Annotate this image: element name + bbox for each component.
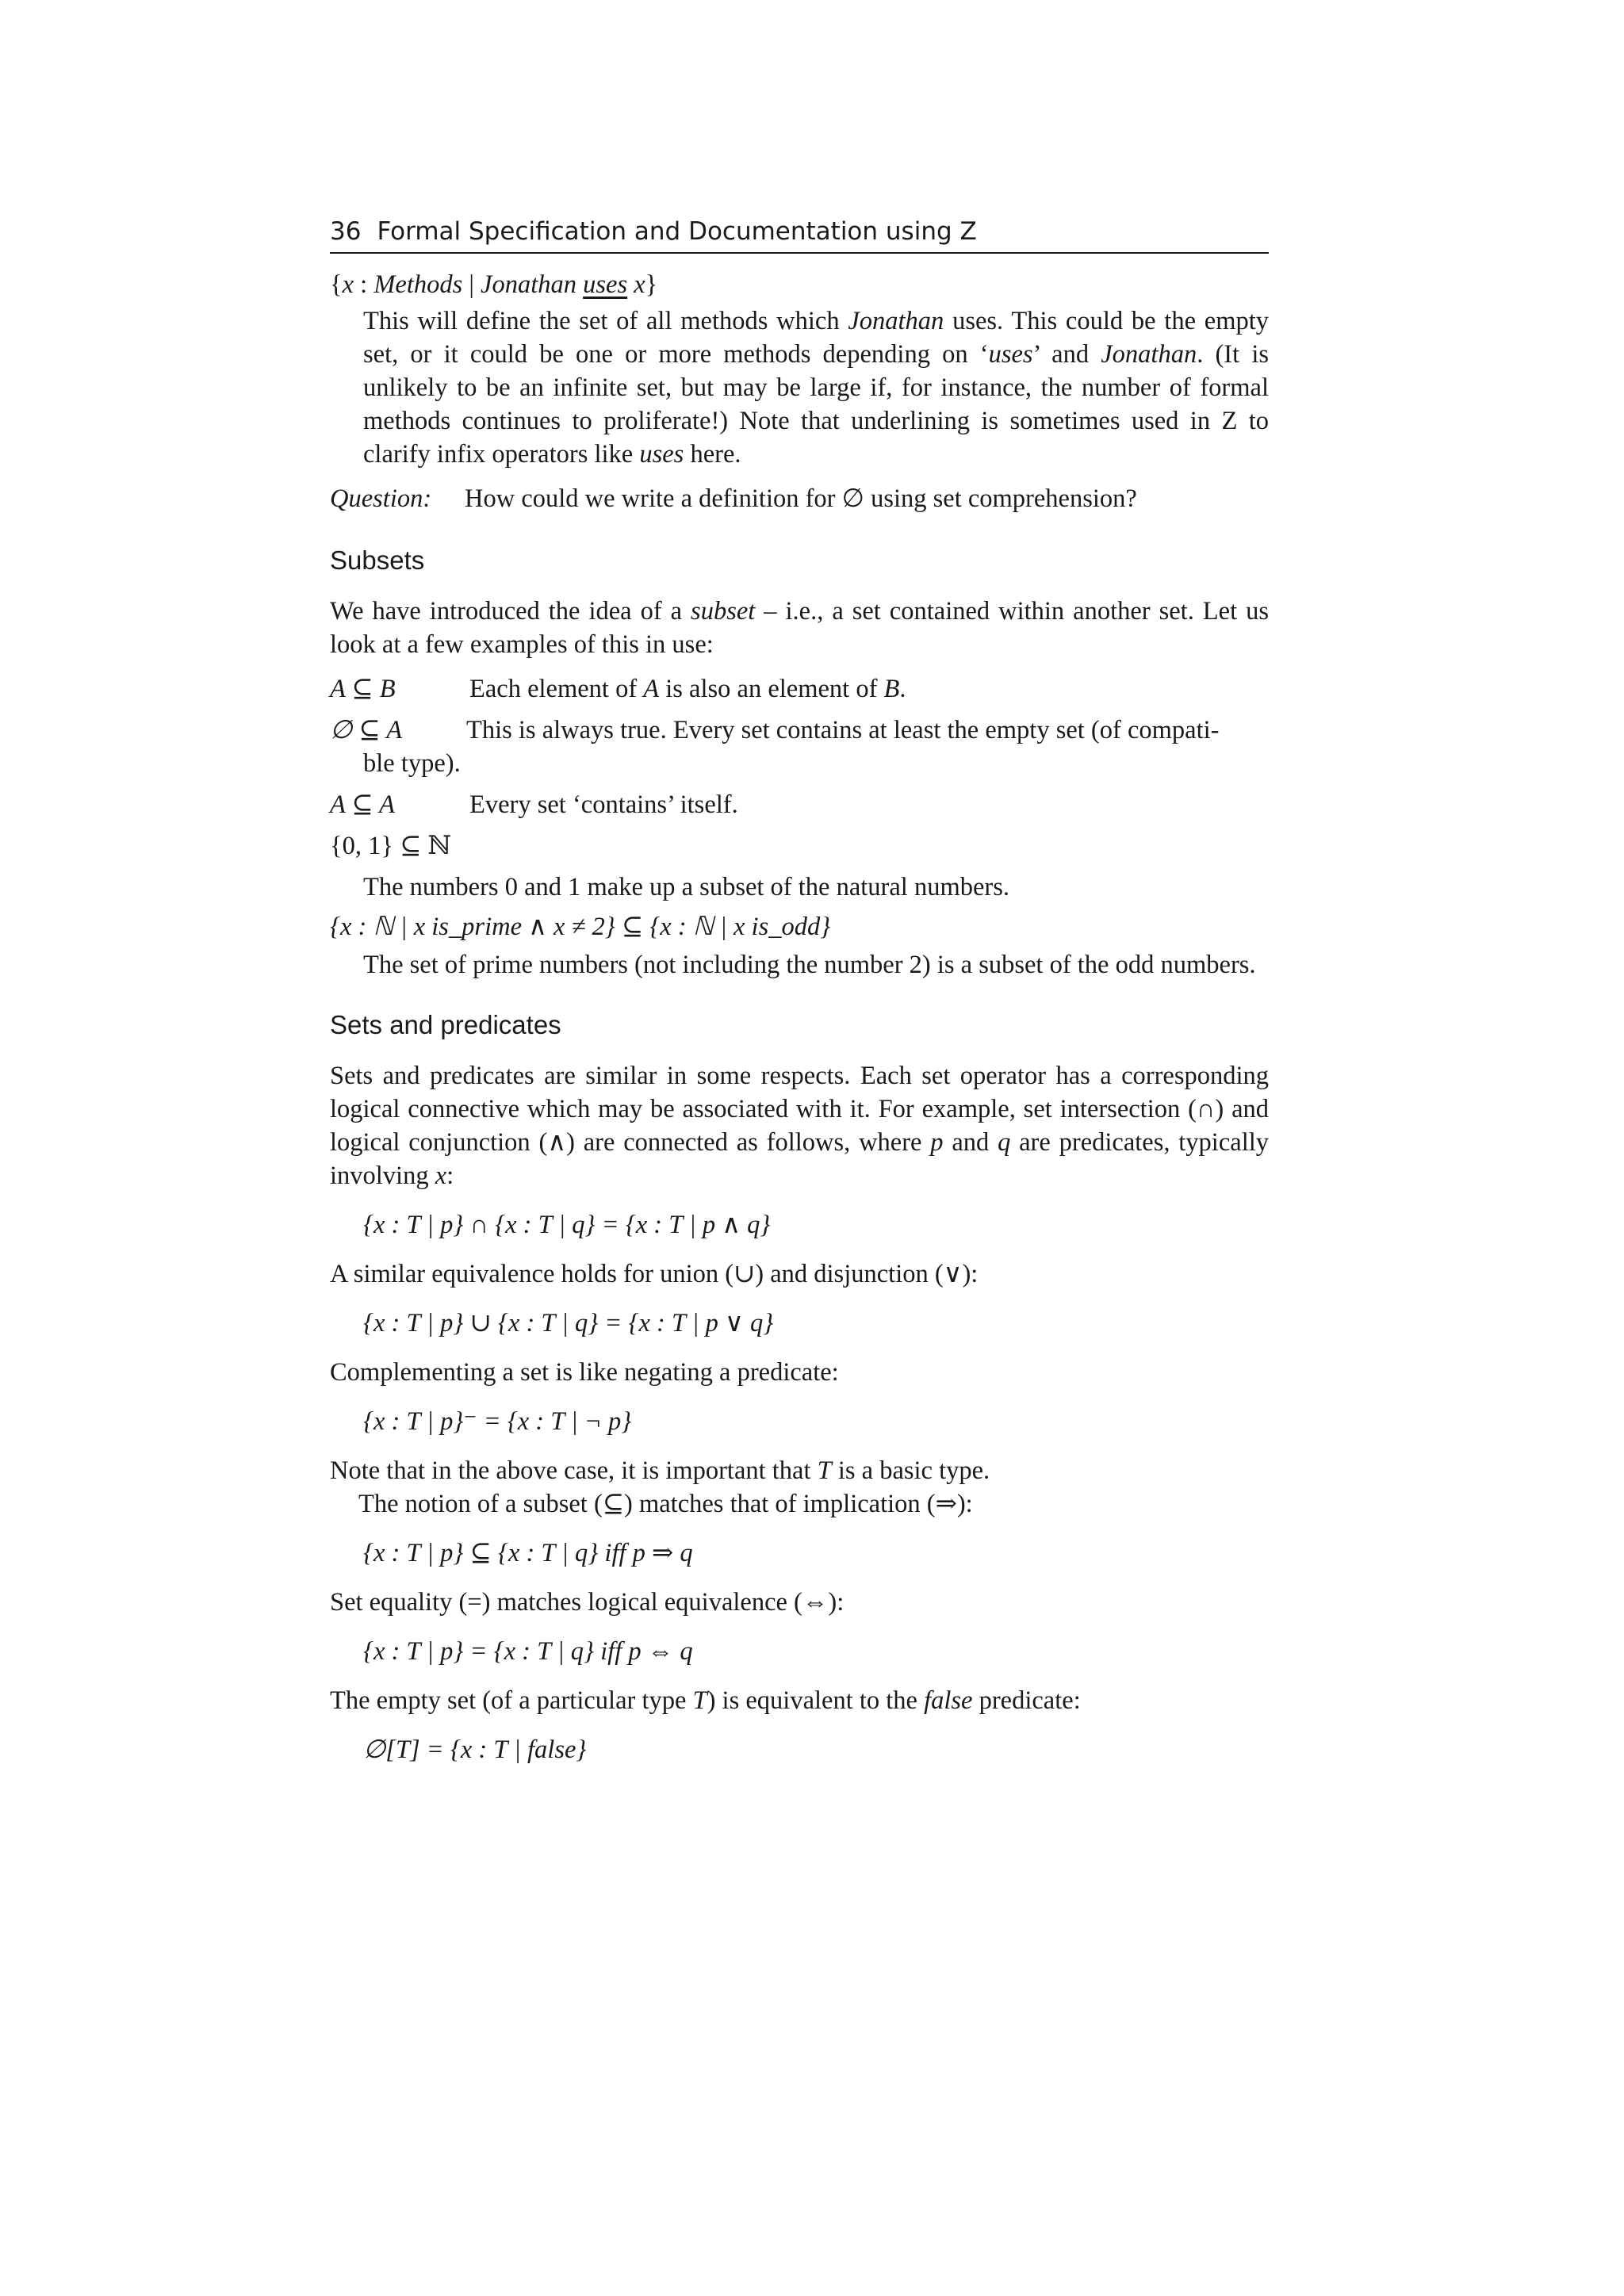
text-run: are predicates, typically involving [330,1128,1269,1190]
page-body [330,268,1269,1766]
text-run: Note that in the above case, it is important that [330,1456,818,1485]
name-jonathan: Jonathan [481,270,576,299]
text-run: A [643,675,660,703]
bar: | [462,270,481,299]
running-head [330,212,1269,254]
subset-expr: {0, 1} ⊆ ℕ [330,832,452,860]
infix-uses: uses [583,270,628,299]
brace-open: { [330,270,343,299]
text-run: q [998,1128,1011,1157]
section-heading-subsets: Subsets [330,545,425,575]
subset-expr: ∅ ⊆ A [330,716,403,744]
subset-expr: {x : ℕ | x is_prime ∧ x ≠ 2} ⊆ {x : ℕ | x is_odd} [330,913,831,941]
subset-desc: Every set ‘contains’ itself. [469,790,738,819]
sets-predicates-para7 [330,1684,1269,1717]
text-run: Each element of [469,675,644,703]
text-run: – i.e., a set contained within another set. Let us look at a few examples of this in use: [330,597,1269,659]
text-run: uses. This could be the empty set, or it could be one or more methods depending on ‘ [363,307,1269,369]
text-run: ) is equivalent to the [707,1686,925,1715]
text-run: false [924,1686,973,1715]
equation-intersection: {x : T | p} ∩ {x : T | q} = {x : T | p ∧ q} [363,1211,771,1239]
question-label: Question: [330,484,432,513]
var-x: x [342,270,354,299]
text-run: here. [684,440,741,469]
text-run: B [883,675,900,703]
equation-subset-implication: {x : T | p} ⊆ {x : T | q} iff p ⇒ q [363,1539,693,1567]
text-run: is also an element of [659,675,884,703]
text-run: This will define the set of all methods which [363,307,848,335]
subset-expr: A ⊆ B [330,675,396,703]
text-column [330,212,1269,1766]
subsets-intro [330,595,1269,661]
subset-desc-continued: ble type). [363,749,461,778]
text-run: Jonathan [848,307,944,335]
text-run: Sets and predicates are similar in some respects. Each set operator has a corresponding logical connective which may be associated with it. For example, set intersection (∩) and logical conjunction (∧) are connected as follows, where [330,1062,1269,1157]
text-run: . [899,675,906,703]
text-run: is a basic type. [831,1456,990,1485]
text-run: subset [691,597,756,626]
subset-desc [469,672,906,706]
text-run: . (It is unlikely to be an infinite set, but may be large if, for instance, the number of formal methods continues to proliferate!) Note that underlining is sometimes used in Z to clarify infix operators like [363,340,1269,469]
text-run: uses [639,440,684,469]
subset-desc: The numbers 0 and 1 make up a subset of the natural numbers. [363,873,1009,901]
subset-example-self [330,788,1269,821]
text-run: uses [988,340,1033,369]
text-run: We have introduced the idea of a [330,597,691,626]
subset-example-naturals [330,829,1269,904]
sets-predicates-para4 [330,1454,1269,1487]
book-title: Formal Specification and Documentation using Z [377,217,977,246]
subset-example-a-b [330,672,1269,706]
sets-predicates-para1 [330,1059,1269,1192]
sets-predicates-para6: Set equality (=) matches logical equivalence (⇔): [330,1588,845,1617]
question [330,482,1269,515]
text-run: T [817,1456,832,1485]
brace-close: } [645,270,658,299]
subset-example-primes [330,910,1269,982]
text-run: p [930,1128,944,1157]
methods-explanation [363,304,1269,471]
question-text: How could we write a definition for ∅ using set comprehension? [465,484,1137,513]
sets-predicates-para5: The notion of a subset (⊆) matches that of implication (⇒): [358,1490,973,1518]
subset-desc: This is always true. Every set contains at least the empty set (of compati- [466,716,1220,744]
section-heading-sets-predicates: Sets and predicates [330,1010,561,1039]
type-methods: Methods [373,270,463,299]
text-run: Jonathan [1101,340,1197,369]
sets-predicates-para2: A similar equivalence holds for union (∪) and disjunction (∨): [330,1260,979,1288]
equation-complement: {x : T | p}⁻ = {x : T | ¬ p} [363,1407,632,1436]
text-run: The empty set (of a particular type [330,1686,693,1715]
var-x: x [634,270,645,299]
subset-desc: The set of prime numbers (not including the number 2) is a subset of the odd numbers. [363,951,1256,979]
methods-comprehension [330,268,1269,301]
text-run: ’ and [1032,340,1101,369]
text-run: x [435,1161,447,1190]
text-run: T [692,1686,707,1715]
subset-example-empty [330,714,1269,780]
subset-expr: A ⊆ A [330,790,396,819]
text-run: and [943,1128,998,1157]
colon: : [354,270,374,299]
text-run: predicate: [972,1686,1081,1715]
equation-union: {x : T | p} ∪ {x : T | q} = {x : T | p ∨ q} [363,1309,774,1337]
equation-equality-equivalence: {x : T | p} = {x : T | q} iff p ⇔ q [363,1637,693,1666]
equation-empty-set-false: ∅[T] = {x : T | false} [363,1735,587,1764]
page-number: 36 [330,217,362,246]
sets-predicates-para3: Complementing a set is like negating a predicate: [330,1358,839,1387]
text-run: : [446,1161,454,1190]
